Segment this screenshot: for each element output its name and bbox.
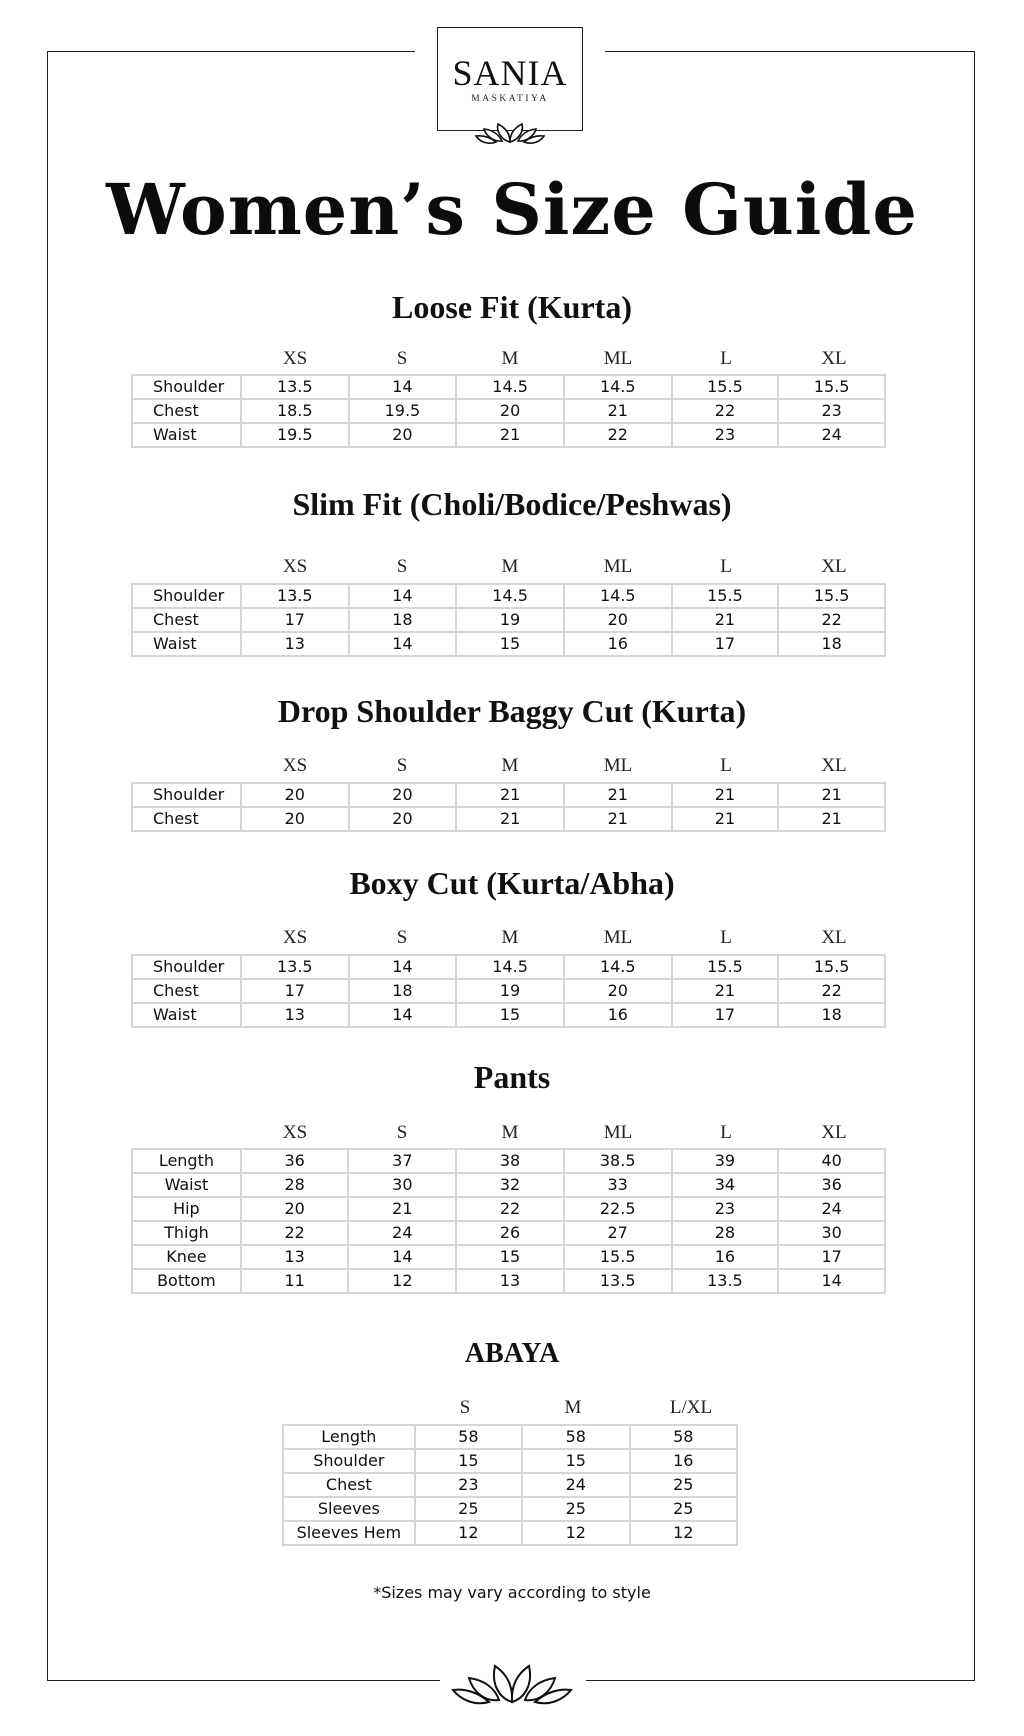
size-label: XL <box>821 556 847 577</box>
table-cell: 18 <box>778 1003 885 1027</box>
row-label: Waist <box>132 632 241 656</box>
brand-logo <box>437 27 583 131</box>
size-label: XS <box>282 348 308 369</box>
table-cell: 14 <box>349 632 457 656</box>
row-label: Shoulder <box>132 584 241 608</box>
size-label: XS <box>282 1122 308 1143</box>
table-cell: 25 <box>630 1473 737 1497</box>
table-cell: 17 <box>241 979 349 1003</box>
row-label: Chest <box>132 979 241 1003</box>
size-label: L <box>720 927 732 948</box>
section-drop-shoulder <box>0 691 1024 731</box>
section-slim-fit <box>0 484 1024 524</box>
table-cell: 32 <box>456 1173 564 1197</box>
row-label: Chest <box>283 1473 415 1497</box>
table-cell: 30 <box>348 1173 456 1197</box>
row-label: Chest <box>132 608 241 632</box>
row-label: Shoulder <box>132 955 241 979</box>
table-cell: 24 <box>522 1473 629 1497</box>
size-label: ML <box>603 1122 633 1143</box>
table-cell: 21 <box>564 807 672 831</box>
row-label: Waist <box>132 423 241 447</box>
table-cell: 28 <box>241 1173 349 1197</box>
size-label: L/XL <box>669 1397 713 1418</box>
table-cell: 40 <box>778 1149 885 1173</box>
table-cell: 20 <box>564 979 672 1003</box>
row-label: Chest <box>132 807 241 831</box>
table-cell: 12 <box>630 1521 737 1545</box>
table-cell: 20 <box>241 807 349 831</box>
table-cell: 13 <box>241 1245 349 1269</box>
table-cell: 19.5 <box>349 399 457 423</box>
table-cell: 34 <box>672 1173 779 1197</box>
table-cell: 12 <box>348 1269 456 1293</box>
section-title: Loose Fit (Kurta) <box>392 289 632 325</box>
size-label: M <box>501 348 519 369</box>
table-cell: 14 <box>349 375 457 399</box>
page-title: Women’s Size Guide <box>106 168 918 251</box>
size-label: XS <box>282 556 308 577</box>
table-cell: 21 <box>672 783 779 807</box>
table-cell: 13.5 <box>564 1269 672 1293</box>
table-cell: 22 <box>778 979 885 1003</box>
table-row <box>132 955 885 979</box>
table-cell: 36 <box>241 1149 349 1173</box>
row-label: Length <box>132 1149 241 1173</box>
table-row <box>283 1425 737 1449</box>
row-label: Knee <box>132 1245 241 1269</box>
row-label: Shoulder <box>132 375 241 399</box>
table-cell: 17 <box>778 1245 885 1269</box>
table-cell: 58 <box>522 1425 629 1449</box>
table-cell: 15.5 <box>778 955 885 979</box>
table-cell: 15 <box>522 1449 629 1473</box>
table-cell: 38.5 <box>564 1149 672 1173</box>
table-row <box>132 1197 885 1221</box>
table-row <box>283 1473 737 1497</box>
table-cell: 15.5 <box>672 375 779 399</box>
table-cell: 13 <box>241 632 349 656</box>
size-label: L <box>720 755 732 776</box>
table-cell: 17 <box>672 1003 779 1027</box>
table-cell: 16 <box>672 1245 779 1269</box>
table-row <box>132 783 885 807</box>
table-row <box>132 1149 885 1173</box>
table-cell: 28 <box>672 1221 779 1245</box>
table-cell: 13 <box>241 1003 349 1027</box>
size-label: M <box>501 755 519 776</box>
row-label: Sleeves <box>283 1497 415 1521</box>
table-cell: 12 <box>415 1521 522 1545</box>
table-row <box>283 1497 737 1521</box>
table-cell: 15.5 <box>672 955 779 979</box>
table-cell: 20 <box>349 807 457 831</box>
table-row <box>132 979 885 1003</box>
table-cell: 20 <box>456 399 564 423</box>
size-label: ML <box>603 556 633 577</box>
size-label: ML <box>603 348 633 369</box>
table-cell: 14.5 <box>456 375 564 399</box>
table-cell: 15 <box>415 1449 522 1473</box>
size-label: L <box>720 348 732 369</box>
table-row <box>132 584 885 608</box>
table-cell: 22 <box>241 1221 349 1245</box>
table-row <box>132 375 885 399</box>
section-title: Pants <box>473 1059 551 1095</box>
size-table-abaya <box>282 1424 738 1546</box>
table-cell: 20 <box>349 783 457 807</box>
brand-subtitle: MASKATIYA <box>471 94 549 104</box>
section-title: Slim Fit (Choli/Bodice/Peshwas) <box>292 486 732 522</box>
table-row <box>283 1521 737 1545</box>
table-cell: 14.5 <box>456 584 564 608</box>
table-cell: 22 <box>778 608 885 632</box>
size-header-row <box>0 348 1024 372</box>
table-cell: 21 <box>348 1197 456 1221</box>
sizes-note: *Sizes may vary according to style <box>373 1583 651 1602</box>
table-cell: 14 <box>348 1245 456 1269</box>
table-cell: 15.5 <box>778 375 885 399</box>
table-cell: 14.5 <box>564 375 672 399</box>
size-label: S <box>396 755 408 776</box>
section-boxy-cut <box>0 863 1024 903</box>
table-cell: 18.5 <box>241 399 349 423</box>
table-cell: 19 <box>456 608 564 632</box>
table-cell: 25 <box>415 1497 522 1521</box>
row-label: Hip <box>132 1197 241 1221</box>
size-label: S <box>396 1122 408 1143</box>
table-cell: 18 <box>349 608 457 632</box>
table-cell: 13.5 <box>672 1269 779 1293</box>
table-cell: 22 <box>564 423 672 447</box>
table-row <box>132 608 885 632</box>
row-label: Bottom <box>132 1269 241 1293</box>
leaf-ornament-icon <box>447 1658 577 1706</box>
section-pants <box>0 1057 1024 1097</box>
table-cell: 17 <box>672 632 779 656</box>
table-cell: 14 <box>778 1269 885 1293</box>
leaf-ornament-icon <box>472 120 548 146</box>
table-cell: 21 <box>456 807 564 831</box>
size-label: ML <box>603 927 633 948</box>
table-cell: 14 <box>349 955 457 979</box>
size-label: XS <box>282 755 308 776</box>
table-cell: 24 <box>348 1221 456 1245</box>
table-cell: 58 <box>630 1425 737 1449</box>
size-label: S <box>396 348 408 369</box>
table-row <box>132 1173 885 1197</box>
size-label: M <box>501 927 519 948</box>
size-label: XL <box>821 1122 847 1143</box>
table-cell: 21 <box>778 807 885 831</box>
table-cell: 20 <box>241 1197 349 1221</box>
size-label: M <box>564 1397 582 1418</box>
size-table-pants <box>131 1148 886 1294</box>
section-loose-fit <box>0 287 1024 327</box>
table-cell: 21 <box>672 807 779 831</box>
size-header-row <box>0 1397 1024 1421</box>
table-cell: 15.5 <box>672 584 779 608</box>
row-label: Waist <box>132 1173 241 1197</box>
table-row <box>132 1245 885 1269</box>
table-cell: 21 <box>564 399 672 423</box>
table-cell: 18 <box>778 632 885 656</box>
row-label: Length <box>283 1425 415 1449</box>
table-cell: 15 <box>456 632 564 656</box>
table-cell: 19.5 <box>241 423 349 447</box>
size-table-slim-fit <box>131 583 886 657</box>
table-cell: 14 <box>349 584 457 608</box>
size-header-row <box>0 556 1024 580</box>
table-cell: 20 <box>349 423 457 447</box>
table-cell: 23 <box>778 399 885 423</box>
table-cell: 15.5 <box>778 584 885 608</box>
size-table-drop-shoulder <box>131 782 886 832</box>
size-header-row <box>0 927 1024 951</box>
row-label: Waist <box>132 1003 241 1027</box>
table-cell: 26 <box>456 1221 564 1245</box>
table-cell: 14.5 <box>564 955 672 979</box>
size-label: L <box>720 1122 732 1143</box>
table-cell: 58 <box>415 1425 522 1449</box>
size-table-boxy-cut <box>131 954 886 1028</box>
table-cell: 27 <box>564 1221 672 1245</box>
size-label: XL <box>821 927 847 948</box>
size-header-row <box>0 1122 1024 1146</box>
table-cell: 37 <box>348 1149 456 1173</box>
table-cell: 15 <box>456 1003 564 1027</box>
table-cell: 33 <box>564 1173 672 1197</box>
table-cell: 21 <box>456 423 564 447</box>
table-row <box>132 399 885 423</box>
brand-name: SANIA <box>452 53 568 93</box>
table-cell: 14.5 <box>456 955 564 979</box>
table-cell: 13.5 <box>241 375 349 399</box>
table-row <box>132 1269 885 1293</box>
table-cell: 23 <box>415 1473 522 1497</box>
table-cell: 13.5 <box>241 584 349 608</box>
table-row <box>132 632 885 656</box>
section-title: Boxy Cut (Kurta/Abha) <box>349 865 675 901</box>
table-cell: 11 <box>241 1269 349 1293</box>
table-cell: 22.5 <box>564 1197 672 1221</box>
table-cell: 19 <box>456 979 564 1003</box>
table-row <box>132 1221 885 1245</box>
table-cell: 23 <box>672 423 779 447</box>
table-cell: 14 <box>349 1003 457 1027</box>
table-cell: 14.5 <box>564 584 672 608</box>
table-cell: 38 <box>456 1149 564 1173</box>
table-cell: 20 <box>241 783 349 807</box>
table-cell: 20 <box>564 608 672 632</box>
table-cell: 39 <box>672 1149 779 1173</box>
size-label: S <box>396 927 408 948</box>
section-abaya <box>0 1334 1024 1374</box>
table-cell: 16 <box>564 632 672 656</box>
table-cell: 15 <box>456 1245 564 1269</box>
table-cell: 21 <box>672 608 779 632</box>
table-cell: 12 <box>522 1521 629 1545</box>
table-row <box>132 1003 885 1027</box>
table-cell: 25 <box>630 1497 737 1521</box>
size-label: L <box>720 556 732 577</box>
size-label: M <box>501 1122 519 1143</box>
size-table-loose-fit <box>131 374 886 448</box>
size-label: XL <box>821 348 847 369</box>
table-cell: 21 <box>672 979 779 1003</box>
table-cell: 13.5 <box>241 955 349 979</box>
size-header-row <box>0 755 1024 779</box>
table-cell: 22 <box>456 1197 564 1221</box>
table-cell: 22 <box>672 399 779 423</box>
table-cell: 15.5 <box>564 1245 672 1269</box>
row-label: Chest <box>132 399 241 423</box>
table-row <box>132 423 885 447</box>
row-label: Shoulder <box>283 1449 415 1473</box>
table-cell: 25 <box>522 1497 629 1521</box>
size-label: S <box>396 556 408 577</box>
table-cell: 13 <box>456 1269 564 1293</box>
table-row <box>132 807 885 831</box>
table-cell: 23 <box>672 1197 779 1221</box>
size-label: XL <box>821 755 847 776</box>
table-cell: 24 <box>778 1197 885 1221</box>
table-cell: 24 <box>778 423 885 447</box>
row-label: Shoulder <box>132 783 241 807</box>
row-label: Thigh <box>132 1221 241 1245</box>
table-cell: 21 <box>456 783 564 807</box>
table-cell: 16 <box>630 1449 737 1473</box>
table-cell: 30 <box>778 1221 885 1245</box>
size-label: S <box>459 1397 471 1418</box>
size-label: ML <box>603 755 633 776</box>
row-label: Sleeves Hem <box>283 1521 415 1545</box>
section-title: Drop Shoulder Baggy Cut (Kurta) <box>277 693 747 729</box>
size-label: M <box>501 556 519 577</box>
table-cell: 21 <box>778 783 885 807</box>
table-cell: 16 <box>564 1003 672 1027</box>
table-cell: 18 <box>349 979 457 1003</box>
size-label: XS <box>282 927 308 948</box>
table-cell: 21 <box>564 783 672 807</box>
table-cell: 17 <box>241 608 349 632</box>
section-title: ABAYA <box>464 1338 560 1369</box>
table-cell: 36 <box>778 1173 885 1197</box>
table-row <box>283 1449 737 1473</box>
